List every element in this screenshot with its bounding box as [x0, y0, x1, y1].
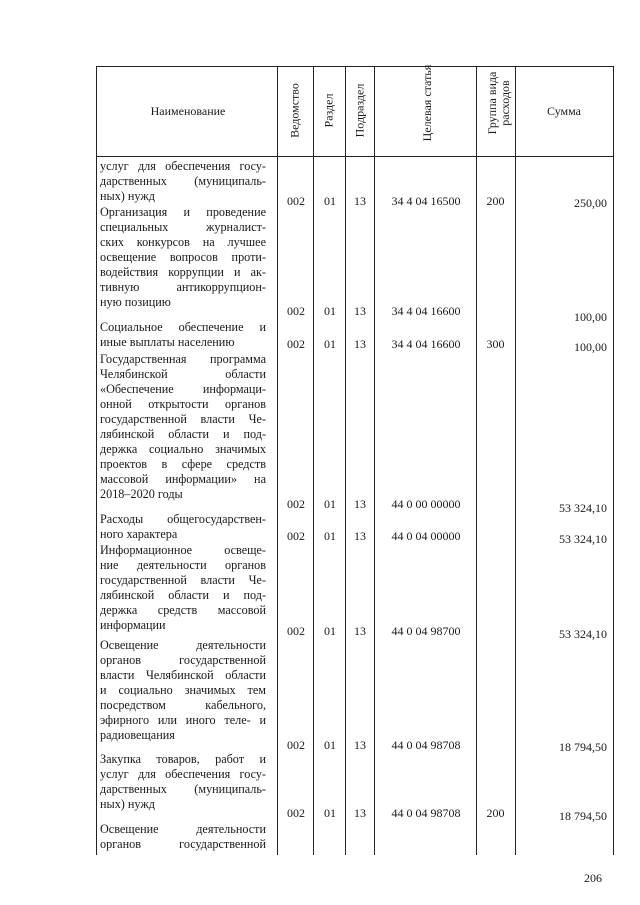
- row-name-line: водействия коррупции и ак-: [100, 265, 266, 279]
- col-divider: [313, 66, 314, 855]
- cell-celevaya: 34 4 04 16600: [391, 337, 461, 351]
- row-name-line: ных) нужд: [100, 797, 155, 811]
- header-podrazdel: Подраздел: [352, 83, 367, 138]
- col-divider: [374, 66, 375, 855]
- row-name-line: 2018–2020 годы: [100, 487, 183, 501]
- row-name-line: услуг для обеспечения госу-: [100, 159, 266, 173]
- row-name-line: органов государственной: [100, 653, 266, 667]
- header-vedomstvo: Ведомство: [287, 83, 302, 138]
- cell-podrazdel: 13: [354, 304, 366, 318]
- row-name-line: «Обеспечение информаци-: [100, 382, 266, 396]
- row-name-line: органов государственной: [100, 837, 266, 851]
- cell-razdel: 01: [324, 194, 336, 208]
- row-name-line: Организация и проведение: [100, 205, 266, 219]
- cell-vedomstvo: 002: [287, 624, 305, 638]
- row-name-line: посредством кабельного,: [100, 698, 266, 712]
- col-divider: [277, 66, 278, 855]
- cell-summa: 53 324,10: [559, 627, 607, 641]
- col-divider: [476, 66, 477, 855]
- row-name-line: Освещение деятельности: [100, 822, 266, 836]
- row-name-line: услуг для обеспечения госу-: [100, 767, 266, 781]
- row-name-line: держка средств массовой: [100, 603, 266, 617]
- cell-vedomstvo: 002: [287, 497, 305, 511]
- cell-razdel: 01: [324, 304, 336, 318]
- row-name-line: государственной власти Че-: [100, 412, 266, 426]
- row-name-line: тивную антикоррупцион-: [100, 280, 266, 294]
- cell-razdel: 01: [324, 624, 336, 638]
- cell-razdel: 01: [324, 738, 336, 752]
- header-summa: Сумма: [547, 104, 581, 118]
- cell-podrazdel: 13: [354, 497, 366, 511]
- cell-podrazdel: 13: [354, 738, 366, 752]
- cell-celevaya: 44 0 04 98708: [391, 806, 461, 820]
- page-number: 206: [584, 871, 602, 885]
- cell-celevaya: 44 0 04 00000: [391, 529, 461, 543]
- row-name-line: ских конкурсов на лучшее: [100, 235, 266, 249]
- row-name-line: ного характера: [100, 527, 178, 541]
- row-name-line: Освещение деятельности: [100, 638, 266, 652]
- cell-vedomstvo: 002: [287, 738, 305, 752]
- header-bottom-rule: [96, 156, 614, 157]
- cell-gruppa: 200: [486, 806, 505, 820]
- row-name-line: ных) нужд: [100, 189, 155, 203]
- row-name-line: специальных журналист-: [100, 220, 266, 234]
- row-name-line: ную позицию: [100, 295, 171, 309]
- cell-summa: 250,00: [574, 196, 607, 210]
- cell-summa: 53 324,10: [559, 532, 607, 546]
- cell-podrazdel: 13: [354, 337, 366, 351]
- cell-vedomstvo: 002: [287, 304, 305, 318]
- header-celevaya: Целевая статья: [420, 64, 434, 142]
- cell-summa: 100,00: [574, 340, 607, 354]
- row-name-line: и социально значимых тем: [100, 683, 266, 697]
- cell-podrazdel: 13: [354, 624, 366, 638]
- row-name-line: Государственная программа: [100, 352, 266, 366]
- cell-summa: 18 794,50: [559, 740, 607, 754]
- header-name: Наименование: [150, 104, 226, 118]
- row-name-line: власти Челябинской области: [100, 668, 266, 682]
- cell-celevaya: 44 0 00 00000: [391, 497, 461, 511]
- row-name-line: освещение вопросов проти-: [100, 250, 266, 264]
- row-name-line: массовой информации» на: [100, 472, 266, 486]
- cell-vedomstvo: 002: [287, 806, 305, 820]
- row-name-line: иные выплаты населению: [100, 335, 235, 349]
- row-name-line: онной открытости органов: [100, 397, 266, 411]
- cell-podrazdel: 13: [354, 806, 366, 820]
- cell-razdel: 01: [324, 806, 336, 820]
- header-razdel: Раздел: [321, 93, 336, 128]
- cell-podrazdel: 13: [354, 529, 366, 543]
- cell-summa: 53 324,10: [559, 501, 607, 515]
- row-name-line: Расходы общегосударствен-: [100, 512, 266, 526]
- cell-vedomstvo: 002: [287, 337, 305, 351]
- row-name-line: дарственных (муниципаль-: [100, 782, 266, 796]
- cell-razdel: 01: [324, 337, 336, 351]
- col-divider: [515, 66, 516, 855]
- col-divider: [345, 66, 346, 855]
- row-name-line: лябинской области и под-: [100, 427, 266, 441]
- row-name-line: Социальное обеспечение и: [100, 320, 266, 334]
- cell-podrazdel: 13: [354, 194, 366, 208]
- row-name-line: государственной власти Че-: [100, 573, 266, 587]
- header-gruppa: Группа вида расходов: [485, 71, 512, 135]
- cell-vedomstvo: 002: [287, 194, 305, 208]
- row-name-line: ние деятельности органов: [100, 558, 266, 572]
- cell-vedomstvo: 002: [287, 529, 305, 543]
- row-name-line: радиовещания: [100, 728, 175, 742]
- cell-razdel: 01: [324, 529, 336, 543]
- row-name-line: Челябинской области: [100, 367, 266, 381]
- row-name-line: дарственных (муниципаль-: [100, 174, 266, 188]
- cell-celevaya: 44 0 04 98700: [391, 624, 461, 638]
- row-name-line: Закупка товаров, работ и: [100, 752, 266, 766]
- row-name-line: информации: [100, 618, 166, 632]
- cell-summa: 100,00: [574, 310, 607, 324]
- row-name-line: лябинской области и под-: [100, 588, 266, 602]
- cell-celevaya: 34 4 04 16600: [391, 304, 461, 318]
- row-name-line: проектов в сфере средств: [100, 457, 266, 471]
- cell-razdel: 01: [324, 497, 336, 511]
- row-name-line: эфирного или иного теле- и: [100, 713, 266, 727]
- cell-celevaya: 34 4 04 16500: [391, 194, 461, 208]
- row-name-line: Информационное освеще-: [100, 543, 266, 557]
- row-name-line: держка социально значимых: [100, 442, 266, 456]
- cell-gruppa: 200: [486, 194, 505, 208]
- cell-celevaya: 44 0 04 98708: [391, 738, 461, 752]
- cell-summa: 18 794,50: [559, 809, 607, 823]
- cell-gruppa: 300: [486, 337, 505, 351]
